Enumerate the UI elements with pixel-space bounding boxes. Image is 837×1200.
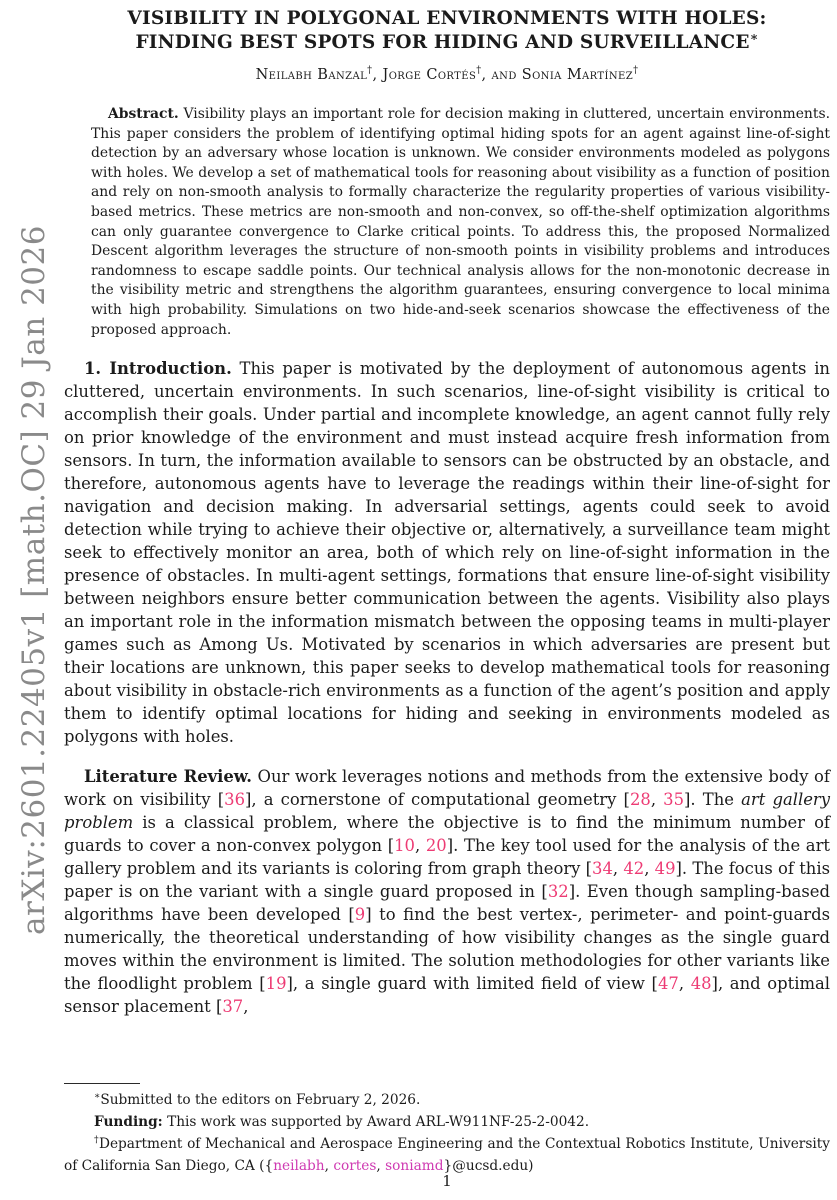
text-segment: ]. The key tool used for the analysis of the art gallery problem and its variants is coloring from graph theory [ bbox=[64, 835, 830, 878]
text-segment: 1. Introduction. bbox=[84, 359, 232, 379]
email-link[interactable]: cortes bbox=[333, 1158, 377, 1174]
text-segment: , bbox=[372, 67, 383, 83]
abstract-paragraph bbox=[91, 105, 830, 340]
text-segment: This work was supported by Award ARL-W911NF-25-2-0042. bbox=[162, 1114, 590, 1130]
text-segment: ], a single guard with limited field of view [ bbox=[286, 973, 658, 993]
text-segment: art gallery problem bbox=[64, 789, 831, 832]
footnote-affiliation bbox=[64, 1133, 830, 1177]
text-segment: is a classical problem, where the objective is to find the minimum number of guards to cover a non-convex polygon [ bbox=[64, 812, 830, 855]
citation-link[interactable]: 35 bbox=[663, 789, 685, 809]
text-segment: FINDING BEST SPOTS FOR HIDING AND SURVEILLANCE bbox=[135, 32, 750, 53]
text-segment: Neilabh Banzal bbox=[255, 67, 368, 83]
text-segment: Our work leverages notions and methods from the extensive body of work on visibility [ bbox=[64, 766, 830, 809]
text-segment: ] to find the best vertex-, perimeter- and point-guards numerically, the theoretical understanding of how visibility changes as the single guard moves within the environment is limited. The solution methodologies for other variants like the floodlight problem [ bbox=[64, 904, 830, 993]
footnote-submitted bbox=[64, 1089, 830, 1111]
text-segment: † bbox=[94, 1134, 99, 1146]
text-segment: Sonia Martínez bbox=[521, 67, 634, 83]
citation-link[interactable]: 36 bbox=[224, 789, 246, 809]
text-segment: † bbox=[633, 65, 639, 77]
text-segment: , bbox=[324, 1158, 334, 1174]
text-segment: ], and optimal sensor placement [ bbox=[64, 973, 831, 1016]
title-line-1: VISIBILITY IN POLYGONAL ENVIRONMENTS WITH HOLES: bbox=[127, 8, 767, 29]
text-segment: Department of Mechanical and Aerospace Engineering and the Contextual Robotics Institute, University of California San Diego, CA ({ bbox=[64, 1136, 830, 1174]
text-segment: † bbox=[476, 65, 482, 77]
text-segment: , bbox=[243, 996, 249, 1016]
text-segment: Submitted to the editors on February 2, 2026. bbox=[100, 1092, 421, 1108]
authors-line bbox=[64, 67, 830, 83]
text-segment: ]. The bbox=[684, 789, 742, 809]
text-segment: , bbox=[678, 973, 691, 993]
citation-link[interactable]: 48 bbox=[690, 973, 712, 993]
text-segment: ], a cornerstone of computational geometry [ bbox=[245, 789, 630, 809]
citation-link[interactable]: 49 bbox=[654, 858, 676, 878]
text-column bbox=[64, 0, 830, 1034]
text-segment: , bbox=[650, 789, 664, 809]
page-number: 1 bbox=[442, 1172, 452, 1190]
introduction-paragraph bbox=[64, 357, 830, 748]
arxiv-stamp: arXiv:2601.22405v1 [math.OC] 29 Jan 2026 bbox=[16, 225, 52, 935]
title-line-2 bbox=[64, 28, 830, 55]
text-segment: , and bbox=[481, 67, 522, 83]
citation-link[interactable]: 32 bbox=[547, 881, 569, 901]
text-segment: , bbox=[644, 858, 655, 878]
text-segment: Funding: bbox=[94, 1114, 163, 1130]
citation-link[interactable]: 34 bbox=[592, 858, 613, 878]
text-segment: ]. Even though sampling-based algorithms have been developed [ bbox=[64, 881, 830, 924]
text-segment: , bbox=[612, 858, 624, 878]
text-segment: Literature Review. bbox=[84, 766, 252, 786]
text-segment: Jorge Cortés bbox=[382, 67, 477, 83]
citation-link[interactable]: 42 bbox=[623, 858, 645, 878]
text-segment: ]. The focus of this paper is on the variant with a single guard proposed in [ bbox=[64, 858, 830, 901]
text-segment: † bbox=[367, 65, 373, 77]
text-segment: ∗ bbox=[749, 28, 759, 44]
citation-link[interactable]: 28 bbox=[629, 789, 651, 809]
citation-link[interactable]: 47 bbox=[657, 973, 679, 993]
email-link[interactable]: neilabh bbox=[273, 1158, 325, 1174]
citation-link[interactable]: 37 bbox=[222, 996, 244, 1016]
footnote-divider bbox=[64, 1083, 140, 1084]
footnote-block bbox=[64, 1083, 830, 1177]
citation-link[interactable]: 10 bbox=[394, 835, 415, 855]
citation-link[interactable]: 20 bbox=[425, 835, 447, 855]
text-segment: Abstract. bbox=[108, 106, 179, 122]
text-segment: }@ucsd.edu) bbox=[443, 1158, 534, 1174]
text-segment: , bbox=[376, 1158, 386, 1174]
citation-link[interactable]: 19 bbox=[265, 973, 287, 993]
text-segment: ∗ bbox=[94, 1090, 101, 1102]
paper-title bbox=[64, 7, 830, 55]
text-segment: Visibility plays an important role for decision making in cluttered, uncertain environments. This paper considers the problem of identifying optimal hiding spots for an agent against line-of-sight detection by an adversary whose location is unknown. We consider environments modeled as polygons with holes. We develop a set of mathematical tools for reasoning about visibility as a function of position and rely on non-smooth analysis to formally characterize the regularity properties of various visibility-based metrics. These metrics are non-smooth and non-convex, so off-the-shelf optimization algorithms can only guarantee convergence to Clarke critical points. To address this, the proposed Normalized Descent algorithm leverages the structure of non-smooth points in visibility problems and introduces randomness to escape saddle points. Our technical analysis allows for the non-monotonic decrease in the visibility metric and strengthens the algorithm guarantees, ensuring convergence to local minima with high probability. Simulations on two hide-and-seek scenarios showcase the effectiveness of the proposed approach. bbox=[91, 106, 830, 338]
text-segment: This paper is motivated by the deployment of autonomous agents in cluttered, uncertain environments. In such scenarios, line-of-sight visibility is critical to accomplish their goals. Under partial and incomplete knowledge, an agent cannot fully rely on prior knowledge of the environment and must instead acquire fresh information from sensors. In turn, the information available to sensors can be obstructed by an obstacle, and therefore, autonomous agents have to leverage the readings within their line-of-sight for navigation and decision making. In adversarial settings, agents could seek to avoid detection while trying to achieve their objective or, alternatively, a surveillance team might seek to effectively monitor an area, both of which rely on line-of-sight information in the presence of obstacles. In multi-agent settings, formations that ensure line-of-sight visibility between neighbors ensure better communication between the agents. Visibility also plays an important role in the information mismatch between the opposing teams in multi-player games such as Among Us. Motivated by scenarios in which adversaries are present but their locations are unknown, this paper seeks to develop mathematical tools for reasoning about visibility in obstacle-rich environments as a function of the agent’s position and apply them to identify optimal locations for hiding and seeking in environments modeled as polygons with holes. bbox=[64, 359, 830, 747]
text-segment: , bbox=[414, 835, 426, 855]
literature-review-paragraph bbox=[64, 765, 830, 1018]
email-link[interactable]: soniamd bbox=[385, 1158, 444, 1174]
citation-link[interactable]: 9 bbox=[354, 904, 366, 924]
footnote-funding bbox=[64, 1111, 830, 1133]
